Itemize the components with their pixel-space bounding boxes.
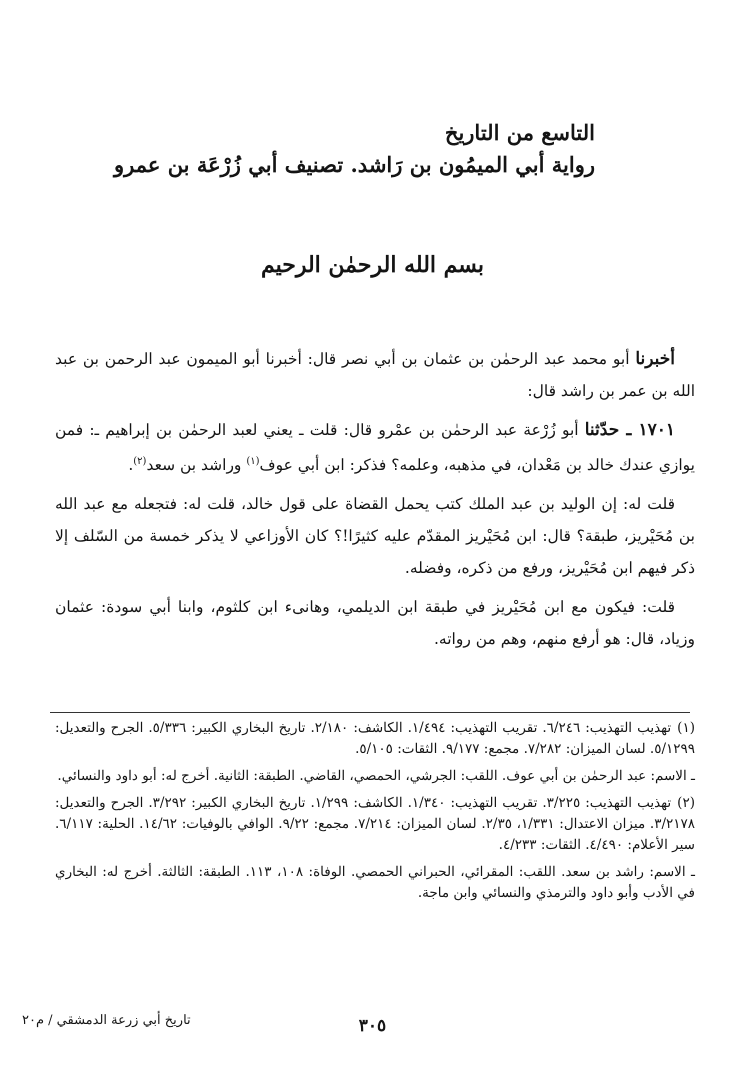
paragraph-text: قلت له: إن الوليد بن عبد الملك كتب يحمل القضاة على قول خالد، قلت له: فتجعله مع عبد الله بن مُحَيْريز، طبقة؟ قال: ابن مُحَيْريز المقدّم عليه كثيرًا!؟ كان الأوزاعي لا يذكر خمسة من السّلف إلا ذكر فيهم ابن مُحَيْريز، ورفع من ذكره، وفضله. [55, 495, 695, 578]
footnote [55, 793, 695, 856]
section-title: التاسع من التاريخ [444, 120, 595, 145]
paragraph [55, 343, 695, 407]
footnote-divider [50, 712, 690, 713]
paragraph-text: وراشد بن سعد [146, 456, 247, 475]
paragraph [55, 591, 695, 655]
page-number: ٣٠٥ [358, 1016, 387, 1036]
page-header [75, 118, 595, 182]
paragraph-lead: أخبرنا [635, 349, 675, 369]
footnote-ref: (١) [246, 456, 260, 467]
paragraph [55, 414, 695, 481]
footnote-ref: (٢) [133, 456, 147, 467]
paragraph-text: أبو محمد عبد الرحمٰن بن عثمان بن أبي نصر قال: أخبرنا أبو الميمون عبد الرحمن بن عبد الله بن عمر بن راشد قال: [55, 350, 695, 400]
paragraph-text: . [128, 456, 134, 475]
paragraph [55, 488, 695, 584]
footnote-mark: (١) [677, 720, 695, 736]
footnote-text: تهذيب التهذيب: ٦/٢٤٦. تقريب التهذيب: ١/٤٩٤. الكاشف: ٢/١٨٠. تاريخ البخاري الكبير: ٥/٣٣٦. الجرح والتعديل: ٥/١٢٩٩. لسان الميزان: ٧/٢٨٢. مجمع: ٩/١٧٧. الثقات: ٥/١٠٥. [55, 720, 695, 757]
footnote-mark: (٢) [677, 795, 695, 811]
footnote-text: تهذيب التهذيب: ٣/٢٢٥. تقريب التهذيب: ١/٣٤٠. الكاشف: ١/٢٩٩. تاريخ البخاري الكبير: ٣/٢٩٢. الجرح والتعديل: ٣/٢١٧٨. ميزان الاعتدال: ١/٣٣١، ٢/٣٥. لسان الميزان: ٧/٢١٤. مجمع: ٩/٢٢. الوافي بالوفيات: ١٤/٦٢. الحلية: ٦/١١٧. سير الأعلام: ٤/٤٩٠. الثقات: ٤/٢٣٣. [55, 795, 695, 853]
footnote-text: ـ الاسم: عبد الرحمٰن بن أبي عوف. اللقب: الجرشي، الحمصي، القاضي. الطبقة: الثانية. أخرج له: أبو داود والنسائي. [57, 768, 695, 784]
running-footer: تاريخ أبي زرعة الدمشقي / م٢٠ [22, 1013, 191, 1028]
paragraph-text: قلت: فيكون مع ابن مُحَيْريز في طبقة ابن الديلمي، وهانىء ابن كلثوم، وابنا أبي سودة: عثمان وزياد، قال: هو أرفع منهم، وهم من رواته. [55, 598, 695, 649]
footnotes [55, 718, 695, 910]
paragraph-lead: ١٧٠١ ـ حدّثنا [584, 420, 675, 440]
paragraph-text: أبو زُرْعة عبد الرحمٰن بن عمْرو قال: قلت ـ يعني لعبد الرحمٰن بن إبراهيم ـ: فمن يوازي عندك خالد بن مَعْدان، في مذهبه، وعلمه؟ فذكر: ابن أبي عوف [55, 421, 695, 475]
footnote [55, 862, 695, 904]
footnote [55, 718, 695, 760]
main-text [55, 343, 695, 662]
section-subtitle: رواية أبي الميمُون بن رَاشد. تصنيف أبي زُرْعَة بن عمرو [113, 152, 595, 177]
footnote-text: ـ الاسم: راشد بن سعد. اللقب: المقرائي، الحبراني الحمصي. الوفاة: ١٠٨، ١١٣. الطبقة: الثالثة. أخرج له: البخاري في الأدب وأبو داود والترمذي والنسائي وابن ماجة. [55, 864, 695, 901]
basmala-heading: بسم الله الرحمٰن الرحيم [260, 252, 485, 278]
footnote [55, 766, 695, 787]
